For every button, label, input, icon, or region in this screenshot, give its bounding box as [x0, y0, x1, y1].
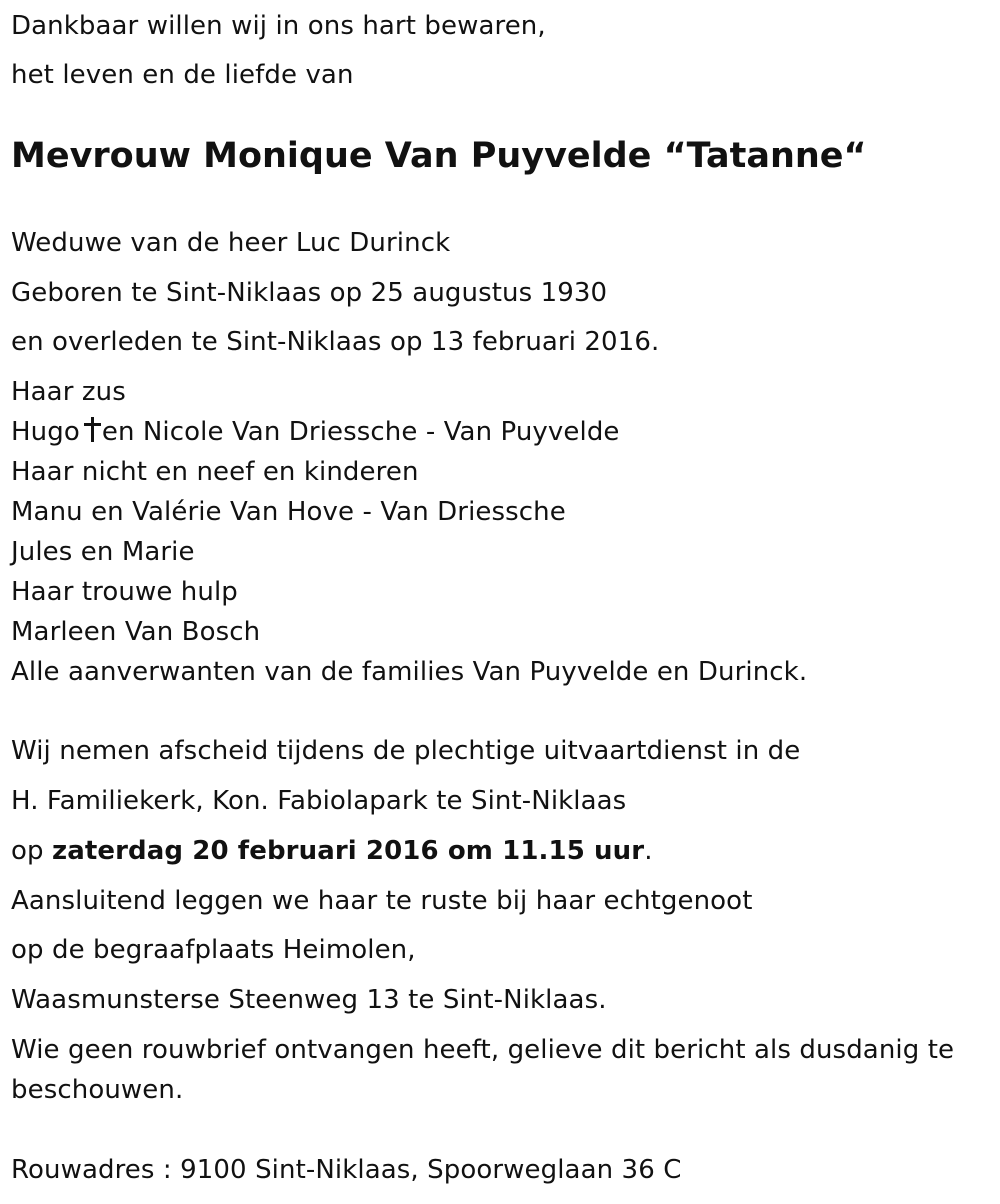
- niece-label: Haar nicht en neef en kinderen: [11, 457, 419, 487]
- service-line-4: Aansluitend leggen we haar te ruste bij haar echtgenoot: [11, 886, 753, 916]
- marleen-line: Marleen Van Bosch: [11, 617, 261, 647]
- help-label: Haar trouwe hulp: [11, 577, 238, 607]
- service-line-6: Waasmunsterse Steenweg 13 te Sint-Niklaas.: [11, 985, 607, 1015]
- intro-line-1: Dankbaar willen wij in ons hart bewaren,: [11, 11, 546, 41]
- notice-line-1: Wie geen rouwbrief ontvangen heeft, gelieve dit bericht als dusdanig te: [11, 1035, 955, 1065]
- service-date-suffix: .: [644, 836, 653, 866]
- cross-icon: [84, 417, 100, 443]
- jules-line: Jules en Marie: [11, 537, 195, 567]
- widow-line: Weduwe van de heer Luc Durinck: [11, 228, 451, 258]
- relatives-line: Alle aanverwanten van de families Van Puyvelde en Durinck.: [11, 657, 808, 687]
- hugo-line: [11, 415, 620, 449]
- service-date-line: [11, 834, 653, 868]
- sister-label: Haar zus: [11, 377, 126, 407]
- notice-line-2: beschouwen.: [11, 1075, 184, 1105]
- hugo-rest: en Nicole Van Driessche - Van Puyvelde: [101, 417, 620, 447]
- service-date-prefix: op: [11, 836, 52, 866]
- deceased-name: Mevrouw Monique Van Puyvelde “Tatanne“: [11, 136, 867, 176]
- service-date: zaterdag 20 februari 2016 om 11.15 uur: [51, 836, 645, 866]
- service-line-2: H. Familiekerk, Kon. Fabiolapark te Sint-Niklaas: [11, 786, 627, 816]
- mourning-address: Rouwadres : 9100 Sint-Niklaas, Spoorweglaan 36 C: [11, 1155, 682, 1185]
- intro-line-2: het leven en de liefde van: [11, 60, 354, 90]
- service-line-5: op de begraafplaats Heimolen,: [11, 935, 416, 965]
- born-line: Geboren te Sint-Niklaas op 25 augustus 1930: [11, 278, 608, 308]
- died-line: en overleden te Sint-Niklaas op 13 februari 2016.: [11, 327, 660, 357]
- service-line-1: Wij nemen afscheid tijdens de plechtige uitvaartdienst in de: [11, 736, 801, 766]
- manu-line: Manu en Valérie Van Hove - Van Driessche: [11, 497, 566, 527]
- hugo-name: Hugo: [11, 417, 80, 447]
